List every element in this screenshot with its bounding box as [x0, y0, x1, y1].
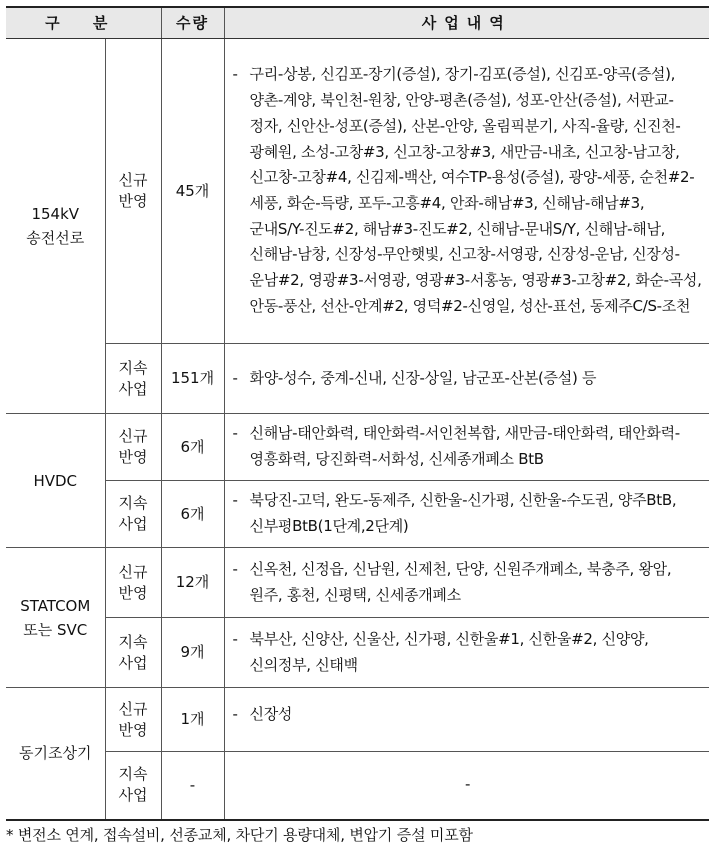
type-cell [105, 548, 161, 618]
table-header-row [6, 7, 709, 39]
quantity-cell: 45개 [161, 39, 224, 344]
type-label: 신규 [118, 699, 148, 718]
table-row [6, 618, 709, 688]
quantity-cell: 12개 [161, 548, 224, 618]
category-cell [6, 688, 105, 820]
type-label: 지속 [118, 494, 148, 512]
table-row [6, 39, 709, 344]
description-cell [224, 688, 709, 752]
type-label: 반영 [118, 448, 148, 466]
type-cell [105, 39, 161, 344]
type-cell [105, 618, 161, 688]
bullet: - [232, 65, 238, 84]
type-label: 지속 [118, 765, 148, 784]
description-text: 화양-성수, 중계-신내, 신장-상일, 남군포-산본(증설) 등 [249, 368, 597, 387]
description-text: 북부산, 신양산, 신울산, 신가평, 신한울#1, 신한울#2, 신양양, 신의정부, 신태백 [249, 629, 649, 674]
description-text: 구리-상봉, 신김포-장기(증설), 장기-김포(증설), 신김포-양곡(증설), 양촌-계양, 북인천-원창, 안양-평촌(증설), 성포-안산(증설), 서판교-정자, 신안산-성포(증설), 산본-안양, 올림픽분기, 사직-율량, 신진천-광혜원, 소성-고창#3, 신고창-고창#3, 새만금-내초, 신고창-남고창, 신고창-고창#4, 신김제-백산, 여수TP-용성(증설), 광양-세풍, 순천#2-세풍, 화순-득량, 포두-고흥#4, 안좌-해남#3, 신해남-해남#3, 군내S/Y-진도#2, 해남#3-진도#2, 신해남-문내S/Y, 신해남-해남, 신해남-남창, 신장성-무안햇빛, 신고창-서영광, 신장성-운남, 신장성-운남#2, 영광#3-서영광, 영광#3-서홍농, 영광#3-고창#2, 화순-곡성, 안동-풍산, 선산-안계#2, 영덕#2-신영일, 성산-표선, 동제주C/S-조천 [249, 65, 702, 315]
quantity-cell: 6개 [161, 414, 224, 481]
bullet: - [232, 559, 238, 578]
type-label: 신규 [118, 427, 148, 445]
type-label: 사업 [118, 786, 148, 805]
table-row [6, 688, 709, 752]
header-quantity: 수량 [161, 7, 224, 39]
type-label: 반영 [118, 192, 148, 210]
type-label: 사업 [118, 379, 148, 398]
type-label: 지속 [118, 358, 148, 377]
footnote: * 변전소 연계, 접속설비, 선종교체, 차단기 용량대체, 변압기 증설 미포함 [6, 826, 473, 844]
quantity-cell: 6개 [161, 481, 224, 548]
type-cell [105, 414, 161, 481]
description-cell [224, 481, 709, 548]
category-label: HVDC [33, 471, 78, 490]
description-cell [224, 39, 709, 344]
category-label: STATCOM [20, 596, 91, 615]
table-row [6, 548, 709, 618]
type-label: 반영 [118, 583, 148, 602]
type-label: 사업 [118, 653, 148, 672]
table-row [6, 752, 709, 820]
table-row [6, 344, 709, 414]
type-label: 신규 [118, 171, 148, 189]
description-cell [224, 414, 709, 481]
quantity-cell: 151개 [161, 344, 224, 414]
category-label: 또는 SVC [23, 620, 88, 639]
category-label: 동기조상기 [19, 744, 92, 763]
table-row [6, 414, 709, 481]
description-cell [224, 618, 709, 688]
type-label: 신규 [118, 562, 148, 581]
type-cell [105, 344, 161, 414]
project-table [6, 6, 709, 821]
description-text: 신장성 [249, 705, 293, 723]
bullet: - [232, 705, 238, 723]
type-label: 지속 [118, 632, 148, 651]
header-description: 사업내역 [224, 7, 709, 39]
category-cell [6, 548, 105, 688]
category-label: 송전선로 [26, 229, 85, 247]
description-text: 북당진-고덕, 완도-동제주, 신한울-신가평, 신한울-수도권, 양주BtB, 신부평BtB(1단계,2단계) [249, 491, 677, 535]
bullet: - [232, 368, 238, 387]
type-cell [105, 688, 161, 752]
table-container [6, 6, 709, 821]
table-row [6, 481, 709, 548]
description-text: 신옥천, 신정읍, 신남원, 신제천, 단양, 신원주개폐소, 북충주, 왕암, 원주, 홍천, 신평택, 신세종개폐소 [249, 559, 672, 604]
type-label: 반영 [118, 720, 148, 739]
bullet: - [232, 424, 238, 443]
description-cell [224, 548, 709, 618]
description-cell: - [224, 752, 709, 820]
category-cell [6, 414, 105, 548]
type-label: 사업 [118, 515, 148, 533]
quantity-cell: - [161, 752, 224, 820]
description-text: 신해남-태안화력, 태안화력-서인천복합, 새만금-태안화력, 태안화력-영흥화력, 당진화력-서화성, 신세종개폐소 BtB [249, 424, 680, 468]
type-cell [105, 481, 161, 548]
quantity-cell: 9개 [161, 618, 224, 688]
header-division: 구 분 [6, 7, 161, 39]
description-cell [224, 344, 709, 414]
category-label: 154kV [31, 205, 80, 223]
category-cell [6, 39, 105, 414]
type-cell [105, 752, 161, 820]
bullet: - [232, 629, 238, 648]
quantity-cell: 1개 [161, 688, 224, 752]
bullet: - [232, 491, 238, 510]
